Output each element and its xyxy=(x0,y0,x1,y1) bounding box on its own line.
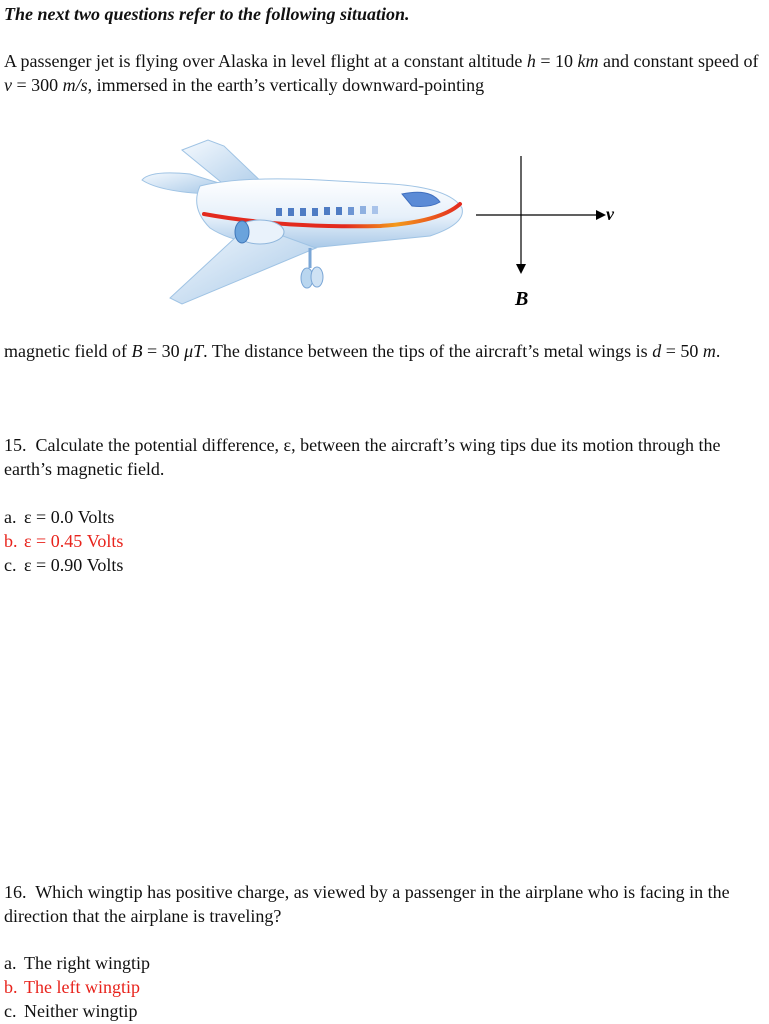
question-16-text: Which wingtip has positive charge, as viewed by a passenger in the airplane who is facing in the direction that the airplane is traveling? xyxy=(4,882,730,926)
question-16-number: 16. xyxy=(4,882,27,902)
situation-paragraph-1: A passenger jet is flying over Alaska in level flight at a constant altitude h = 10 km and constant speed of v = 300 m/s, immersed in the earth’s vertically downward-pointing xyxy=(4,51,759,95)
field-arrowhead xyxy=(516,264,526,274)
question-15-text: Calculate the potential difference, ε, between the aircraft’s wing tips due its motion through the earth’s magnetic field. xyxy=(4,435,721,479)
velocity-arrowhead xyxy=(596,210,606,220)
question-16 xyxy=(4,880,766,928)
question-15-option-c: c. ε = 0.90 Volts xyxy=(4,555,124,575)
question-15-option-a: a. ε = 0.0 Volts xyxy=(4,507,115,527)
field-variable: B xyxy=(131,341,143,361)
question-16-option-a: a. The right wingtip xyxy=(4,953,150,973)
jet-engine xyxy=(235,220,284,244)
question-15-number: 15. xyxy=(4,435,27,455)
landing-gear xyxy=(301,248,323,288)
question-15-option-b: b. ε = 0.45 Volts xyxy=(4,531,124,551)
speed-variable: v xyxy=(4,75,12,95)
airplane-figure xyxy=(130,128,650,328)
field-unit: μT xyxy=(184,341,204,361)
altitude-unit: km xyxy=(577,51,599,71)
situation-paragraph-2: magnetic field of B = 30 μT. The distance between the tips of the aircraft’s metal wings is d = 50 m. xyxy=(4,341,721,361)
field-label: B xyxy=(515,288,529,310)
question-16-option-c: c. Neither wingtip xyxy=(4,1001,138,1021)
question-16-option-b: b. The left wingtip xyxy=(4,977,140,997)
velocity-label: v xyxy=(606,204,614,224)
section-intro: The next two questions refer to the following situation. xyxy=(4,4,410,24)
question-15 xyxy=(4,433,766,481)
airplane-diagram xyxy=(130,128,650,328)
speed-unit: m/s xyxy=(62,75,88,95)
question-16-options xyxy=(4,951,766,1023)
distance-unit: m xyxy=(702,341,716,361)
distance-variable: d xyxy=(652,341,662,361)
airplane-illustration xyxy=(142,140,462,304)
velocity-arrow xyxy=(476,210,606,220)
question-15-options xyxy=(4,505,766,577)
altitude-variable: h xyxy=(526,51,536,71)
